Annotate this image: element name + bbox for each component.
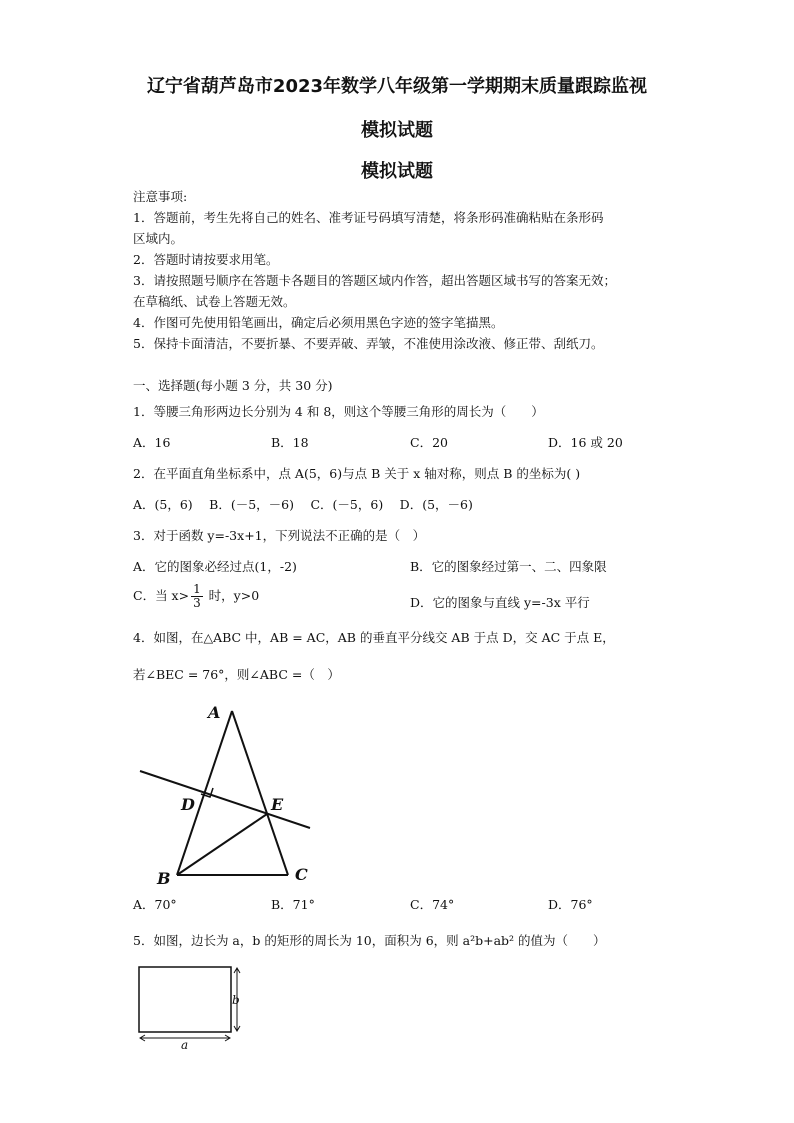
- q4-option-a: A．70°: [133, 897, 177, 912]
- fraction-denominator: 3: [193, 596, 201, 610]
- side-ac: [232, 711, 288, 875]
- exam-subtitle: 模拟试题: [361, 120, 433, 141]
- label-c: C: [295, 865, 308, 884]
- fraction-numerator: 1: [193, 582, 201, 596]
- note-line: 1．答题前，考生先将自己的姓名、准考证号码填写清楚，将条形码准确粘贴在条形码: [133, 210, 604, 225]
- q3-option-b: B．它的图象经过第一、二、四象限: [410, 559, 607, 574]
- q5-stem: 5．如图，边长为 a，b 的矩形的周长为 10，面积为 6，则 a²b+ab² 的值为（ ）: [133, 933, 606, 948]
- segment-be: [177, 814, 267, 875]
- exam-title: 辽宁省葫芦岛市2023年数学八年级第一学期期末质量跟踪监视: [146, 76, 648, 97]
- perpendicular-bisector-line: [140, 771, 310, 828]
- notes-heading: 注意事项:: [133, 189, 188, 204]
- q1-option-d: D．16 或 20: [548, 435, 623, 450]
- q1-option-b: B．18: [271, 435, 309, 450]
- label-b: b: [232, 993, 240, 1007]
- label-e: E: [271, 795, 284, 814]
- q4-option-b: B．71°: [271, 897, 315, 912]
- q3-option-c-prefix: C．当 x>: [133, 588, 190, 603]
- section-heading: 一、选择题(每小题 3 分，共 30 分): [133, 378, 333, 393]
- note-line: 在草稿纸、试卷上答题无效。: [133, 294, 296, 309]
- q4-stem-line1: 4．如图，在△ABC 中，AB = AC，AB 的垂直平分线交 AB 于点 D，交 AC 于点 E，: [133, 630, 615, 645]
- label-b: B: [157, 869, 171, 888]
- note-line: 3．请按照题号顺序在答题卡各题目的答题区域内作答，超出答题区域书写的答案无效；: [133, 273, 616, 288]
- q2-options: A．(5，6) B．(－5，－6) C．(－5，6) D．(5，－6): [133, 497, 473, 512]
- q3-option-a: A．它的图象必经过点(1，-2): [133, 559, 297, 574]
- q1-option-c: C．20: [410, 435, 448, 450]
- q2-stem: 2．在平面直角坐标系中，点 A(5，6)与点 B 关于 x 轴对称，则点 B 的坐标为( ): [133, 466, 581, 481]
- q3-option-c: [133, 583, 259, 610]
- note-line: 区域内。: [133, 231, 184, 246]
- note-line: 5．保持卡面清洁，不要折暴、不要弄破、弄皱，不准使用涂改液、修正带、刮纸刀。: [133, 336, 604, 351]
- rectangle: [139, 967, 231, 1032]
- note-line: 4．作图可先使用铅笔画出，确定后必须用黑色字迹的签字笔描黑。: [133, 315, 504, 330]
- q1-stem: 1．等腰三角形两边长分别为 4 和 8，则这个等腰三角形的周长为（ ）: [133, 404, 544, 419]
- q4-stem-line2: 若∠BEC = 76°，则∠ABC =（ ）: [133, 667, 340, 682]
- q3-stem: 3．对于函数 y=-3x+1，下列说法不正确的是（ ）: [133, 528, 426, 543]
- label-d: D: [181, 795, 195, 814]
- q3-option-c-suffix: 时，y>0: [204, 588, 260, 603]
- triangle-figure: [135, 700, 320, 890]
- q4-option-d: D．76°: [548, 897, 593, 912]
- exam-subtitle-repeat: 模拟试题: [361, 161, 433, 182]
- q4-option-c: C．74°: [410, 897, 455, 912]
- label-a: a: [181, 1038, 189, 1050]
- label-a: A: [208, 703, 221, 722]
- note-line: 2．答题时请按要求用笔。: [133, 252, 279, 267]
- fraction: [191, 583, 203, 610]
- q3-option-d: D．它的图象与直线 y=-3x 平行: [410, 595, 590, 610]
- q1-option-a: A．16: [133, 435, 171, 450]
- rectangle-figure: [134, 962, 249, 1050]
